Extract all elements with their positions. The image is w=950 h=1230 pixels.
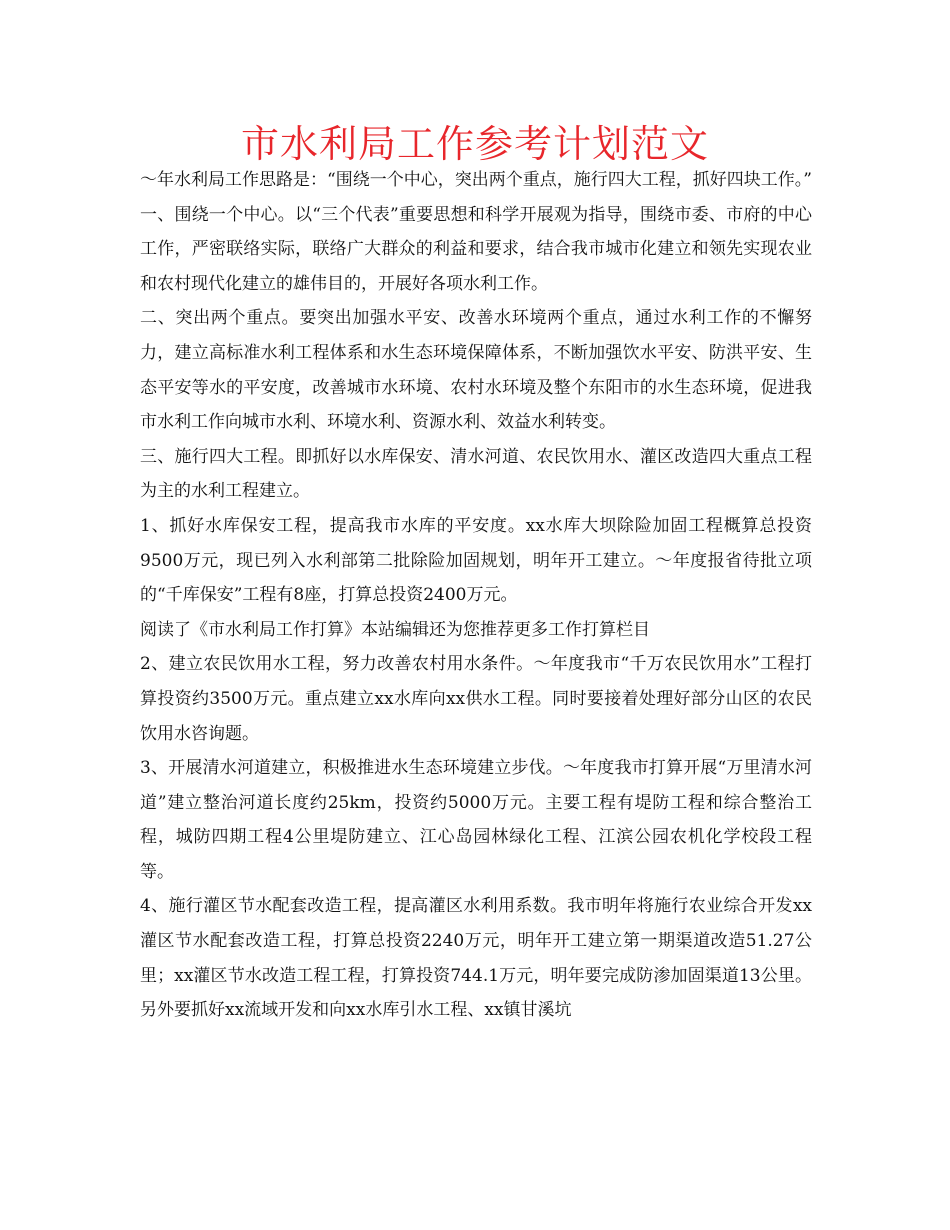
paragraph-irrigation: 4、施行灌区节水配套改造工程，提高灌区水利用系数。我市明年将施行农业综合开发xx灌区节水配套改造工程，打算总投资2240万元，明年开工建立第一期渠道改造51.27公里；xx灌区节水改造工程工程，打算投资744.1万元，明年要完成防渗加固渠道13公里。另外要抓好xx流域开发和向xx水库引水工程、xx镇甘溪坑 [140, 896, 812, 1021]
paragraph-editor-note: 阅读了《市水利局工作打算》本站编辑还为您推荐更多工作打算栏目 [140, 619, 650, 640]
paragraph-clean-rivers: 3、开展清水河道建立，积极推进水生态环境建立步伐。～年度我市打算开展“万里清水河道”建立整治河道长度约25km，投资约5000万元。主要工程有堤防工程和综合整治工程，城防四期工程4公里堤防建立、江心岛园林绿化工程、江滨公园农机化学校段工程等。 [140, 758, 812, 882]
paragraph-two-focuses: 二、突出两个重点。要突出加强水平安、改善水环境两个重点，通过水利工作的不懈努力，建立高标准水利工程体系和水生态环境保障体系，不断加强饮水平安、防洪平安、生态平安等水的平安度，改善城市水环境、农村水环境及整个东阳市的水生态环境，促进我市水利工作向城市水利、环境水利、资源水利、效益水利转变。 [140, 308, 812, 433]
document-title: 市水利局工作参考计划范文 [240, 122, 709, 166]
document-body [140, 163, 812, 1028]
paragraph-four-projects: 三、施行四大工程。即抓好以水库保安、清水河道、农民饮用水、灌区改造四大重点工程为主的水利工程建立。 [140, 446, 812, 502]
paragraph-one-center: 一、围绕一个中心。以“三个代表”重要思想和科学开展观为指导，围绕市委、市府的中心工作，严密联络实际，联络广大群众的利益和要求，结合我市城市化建立和领先实现农业和农村现代化建立的雄伟目的，开展好各项水利工作。 [140, 204, 812, 294]
paragraph-work-approach: ～年水利局工作思路是：“围绕一个中心，突出两个重点，施行四大工程，抓好四块工作。” [140, 170, 812, 190]
paragraph-drinking-water: 2、建立农民饮用水工程，努力改善农村用水条件。～年度我市“千万农民饮用水”工程打算投资约3500万元。重点建立xx水库向xx供水工程。同时要接着处理好部分山区的农民饮用水咨询题。 [140, 654, 812, 744]
paragraph-reservoir-safety: 1、抓好水库保安工程，提高我市水库的平安度。xx水库大坝除险加固工程概算总投资9500万元，现已列入水利部第二批除险加固规划，明年开工建立。～年度报省待批立项的“千库保安”工程有8座，打算总投资2400万元。 [140, 515, 812, 606]
